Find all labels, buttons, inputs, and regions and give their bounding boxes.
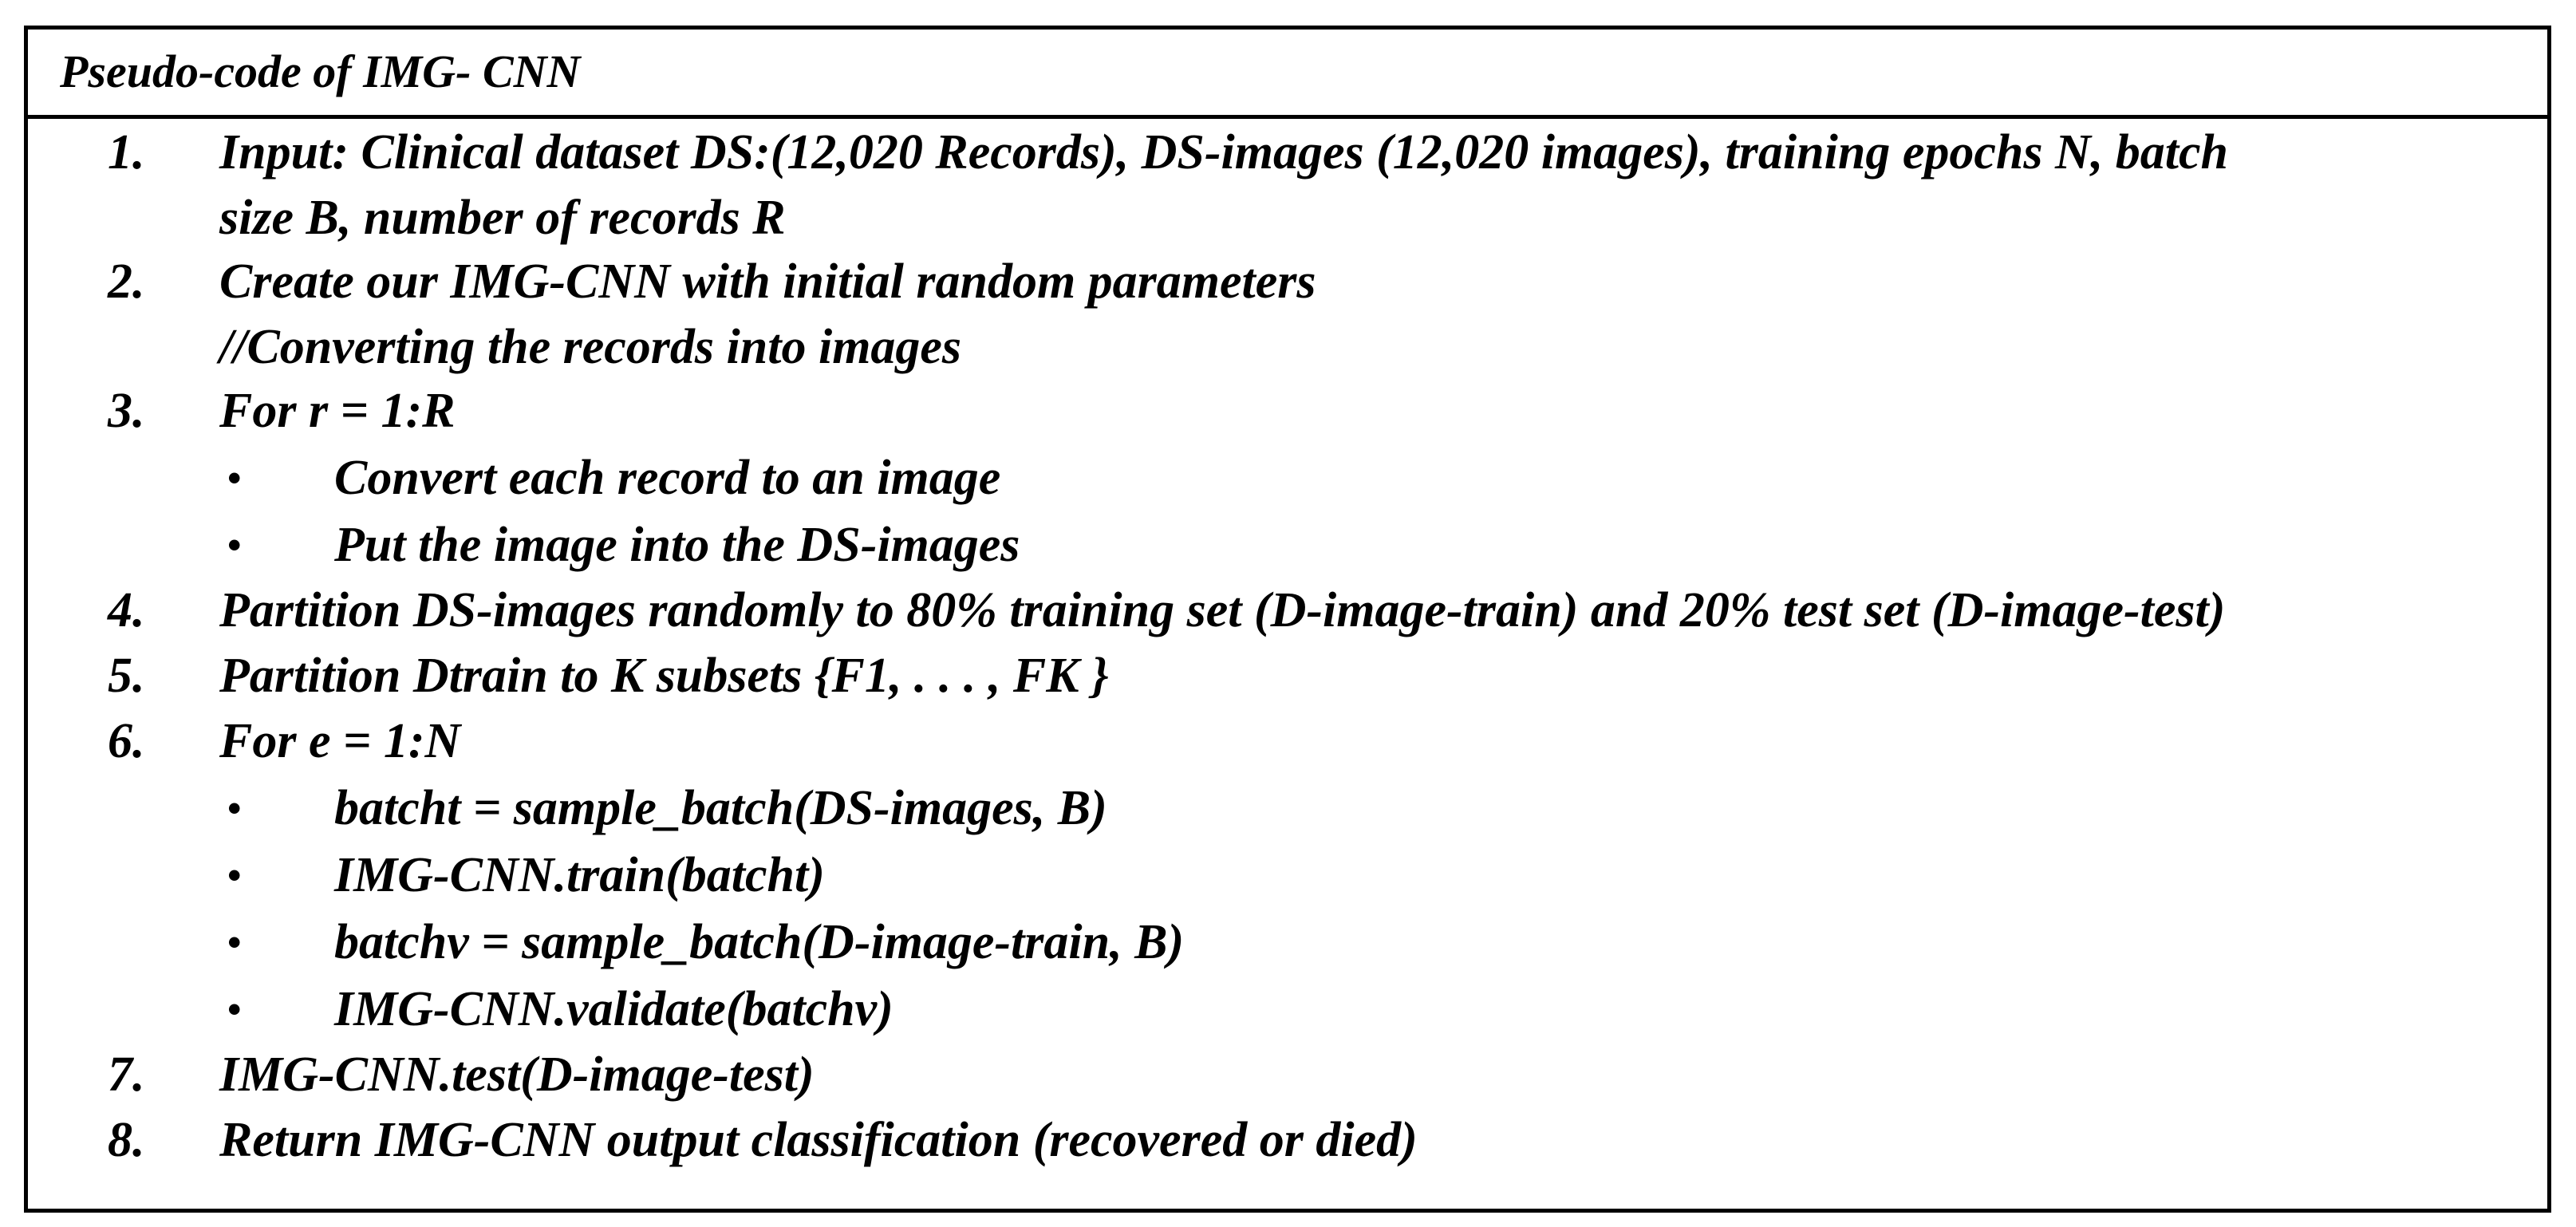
step-1-text: Input: Clinical dataset DS:(12,020 Records), DS-images (12,020 images), training epochs N, batch: [219, 125, 2228, 180]
step-5-number: 5.: [108, 649, 145, 703]
step-1-text-continued: size B, number of records R: [219, 191, 786, 245]
step-8-number: 8.: [108, 1113, 145, 1167]
step-6-bullet-1: batcht = sample_batch(DS-images, B): [334, 781, 1107, 835]
bullet-icon: •: [227, 786, 242, 830]
pseudocode-header: [28, 30, 2547, 119]
pseudocode-title: Pseudo-code of IMG- CNN: [60, 45, 581, 97]
step-2-number: 2.: [108, 254, 145, 309]
pseudocode-box: [24, 26, 2551, 1213]
step-4-number: 4.: [108, 583, 145, 637]
step-3-bullet-2: Put the image into the DS-images: [334, 518, 1020, 572]
step-1-number: 1.: [108, 125, 145, 180]
step-6-bullet-3: batchv = sample_batch(D-image-train, B): [334, 915, 1185, 969]
bullet-icon: •: [227, 853, 242, 898]
step-3-number: 3.: [108, 384, 145, 438]
step-2-comment: //Converting the records into images: [219, 320, 962, 374]
bullet-icon: •: [227, 920, 242, 965]
bullet-icon: •: [227, 456, 242, 500]
bullet-icon: •: [227, 523, 242, 567]
step-5-text: Partition Dtrain to K subsets {F1, . . . , FK }: [219, 649, 1109, 703]
step-7-number: 7.: [108, 1047, 145, 1102]
step-2-text: Create our IMG-CNN with initial random parameters: [219, 254, 1316, 309]
step-6-bullet-4: IMG-CNN.validate(batchv): [334, 982, 894, 1036]
step-8-text: Return IMG-CNN output classification (recovered or died): [219, 1113, 1418, 1167]
step-3-text: For r = 1:R: [219, 384, 456, 438]
step-4-text: Partition DS-images randomly to 80% training set (D-image-train) and 20% test set (D-image-test): [219, 583, 2226, 637]
step-6-bullet-2: IMG-CNN.train(batcht): [334, 848, 825, 902]
bullet-icon: •: [227, 987, 242, 1032]
step-3-bullet-1: Convert each record to an image: [334, 451, 1001, 505]
step-6-text: For e = 1:N: [219, 714, 461, 768]
step-7-text: IMG-CNN.test(D-image-test): [219, 1047, 815, 1102]
step-6-number: 6.: [108, 714, 145, 768]
